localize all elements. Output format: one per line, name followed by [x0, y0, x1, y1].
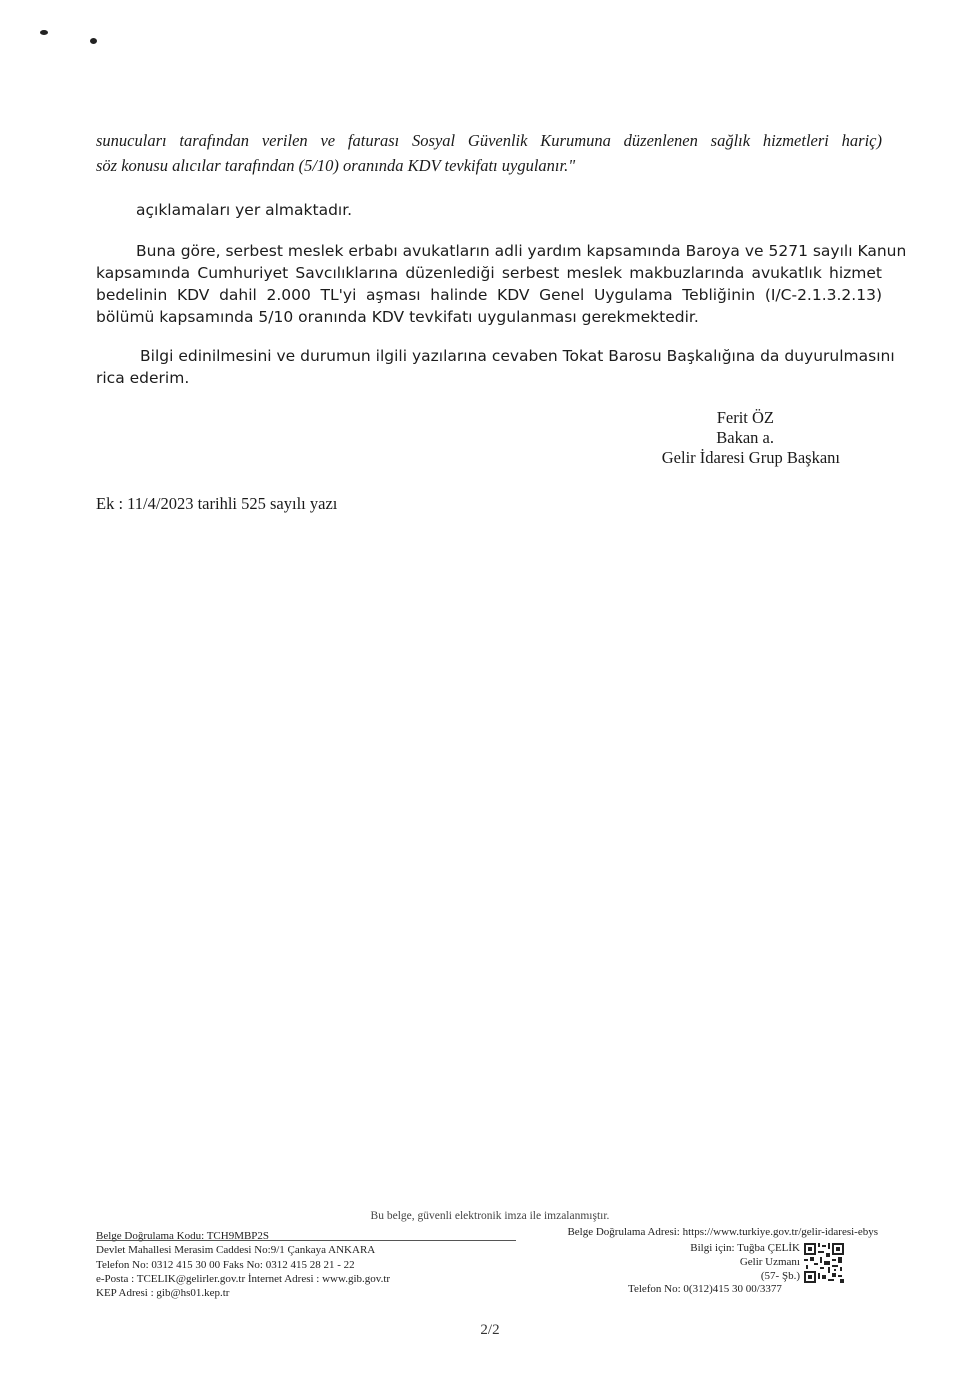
paragraph-line: Buna göre, serbest meslek erbabı avukatların adli yardım kapsamında Baroya ve 5271 sayılı Kanun — [136, 242, 907, 260]
paragraph-ruling — [96, 240, 907, 328]
quoted-regulation-text — [96, 128, 882, 178]
paragraph-line: bedelinin KDV dahil 2.000 TL'yi aşması halinde KDV Genel Uygulama Tebliğinin (I/C-2.1.3.2.13) — [96, 286, 882, 304]
contact-title: Gelir Uzmanı — [739, 1256, 800, 1268]
paragraph-line: kapsamında Cumhuriyet Savcılıklarına düzenlediği serbest meslek makbuzlarında avukatlık hizmet — [96, 264, 882, 282]
verification-url: Belge Doğrulama Adresi: https://www.turkiye.gov.tr/gelir-idaresi-ebys — [567, 1226, 878, 1238]
footer-contact-person — [690, 1241, 800, 1283]
paragraph-line: rica ederim. — [96, 369, 190, 387]
contact-person: Bilgi için: Tuğba ÇELİK — [690, 1242, 800, 1254]
attachment-line: Ek : 11/4/2023 tarihli 525 sayılı yazı — [96, 494, 338, 513]
footer-divider — [96, 1240, 516, 1241]
paragraph-request — [96, 345, 895, 389]
contact-unit: (57- Şb.) — [760, 1270, 800, 1282]
paragraph-line: Bilgi edinilmesini ve durumun ilgili yazılarına cevaben Tokat Barosu Başkalığına da duyurulmasını — [140, 347, 895, 365]
page-number: 2/2 — [480, 1322, 500, 1338]
signatory-title: Gelir İdaresi Grup Başkanı — [661, 448, 840, 467]
contact-phone: Telefon No: 0(312)415 30 00/3377 — [628, 1283, 782, 1295]
signatory-authority: Bakan a. — [716, 428, 774, 447]
e-signature-note: Bu belge, güvenli elektronik imza ile imzalanmıştır. — [370, 1210, 610, 1222]
qr-code-icon — [804, 1243, 844, 1283]
kep-address: KEP Adresi : gib@hs01.kep.tr — [96, 1287, 230, 1300]
scan-speck — [90, 38, 97, 44]
paragraph-statement: açıklamaları yer almaktadır. — [136, 201, 353, 219]
address: Devlet Mahallesi Merasim Caddesi No:9/1 Çankaya ANKARA — [96, 1244, 376, 1257]
scan-speck — [40, 30, 48, 35]
signatory-name: Ferit ÖZ — [716, 408, 774, 427]
quote-line: sunucuları tarafından verilen ve faturası Sosyal Güvenlik Kurumuna düzenlenen sağlık hizmetleri hariç) — [96, 131, 882, 150]
verification-code: Belge Doğrulama Kodu: TCH9MBP2S — [96, 1230, 270, 1242]
signature-block — [620, 408, 840, 468]
paragraph-line: bölümü kapsamında 5/10 oranında KDV tevkifatı uygulanması gerekmektedir. — [96, 308, 699, 326]
phone-fax: Telefon No: 0312 415 30 00 Faks No: 0312 415 28 21 - 22 — [96, 1258, 355, 1271]
quote-line: söz konusu alıcılar tarafından (5/10) oranında KDV tevkifatı uygulanır." — [96, 156, 576, 175]
email-web: e-Posta : TCELIK@gelirler.gov.tr İnternet Adresi : www.gib.gov.tr — [96, 1272, 391, 1285]
